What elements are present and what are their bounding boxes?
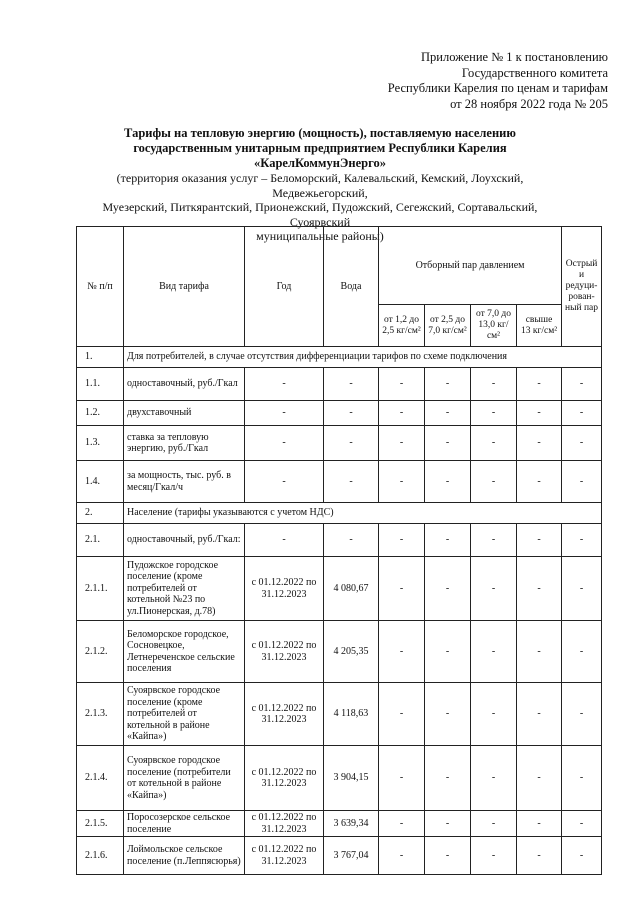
row-water: 3 639,34 [324,811,379,837]
row-steam-1: - [379,746,425,811]
row-num: 2.1.3. [77,683,124,746]
row-steam-4: - [517,557,562,621]
row-name: Суоярвское городское поселение (кроме потребителей от котельной в районе «Кайпа») [124,683,245,746]
section-title: Для потребителей, в случае отсутствия дифференциации тарифов по схеме подключения [124,347,602,368]
section-title: Население (тарифы указываются с учетом НДС) [124,503,602,524]
row-sharp-steam: - [562,524,602,557]
row-steam-1: - [379,683,425,746]
row-steam-2: - [425,524,471,557]
row-name: одноставочный, руб./Гкал [124,368,245,401]
row-year: - [245,426,324,461]
appendix-line: Приложение № 1 к постановлению [421,50,608,64]
header-water: Вода [324,227,379,347]
row-num: 2.1.2. [77,621,124,683]
appendix-line: Республики Карелия по ценам и тарифам [387,81,608,95]
row-water: 4 205,35 [324,621,379,683]
row-name: двухставочный [124,401,245,426]
row-year: - [245,368,324,401]
row-steam-4: - [517,524,562,557]
row-sharp-steam: - [562,401,602,426]
title-line: Тарифы на тепловую энергию (мощность), поставляемую населению [124,126,516,140]
title-line: «КарелКоммунЭнерго» [254,156,386,170]
table-row [77,837,602,875]
table-row [77,524,602,557]
row-name: Поросозерское сельское поселение [124,811,245,837]
row-steam-3: - [471,557,517,621]
row-water: - [324,426,379,461]
row-water: - [324,461,379,503]
row-num: 1.2. [77,401,124,426]
table-row [77,746,602,811]
row-steam-4: - [517,683,562,746]
row-steam-1: - [379,837,425,875]
row-water: 4 118,63 [324,683,379,746]
row-year: - [245,461,324,503]
row-name: одноставочный, руб./Гкал: [124,524,245,557]
section-row [77,347,602,368]
section-num: 2. [77,503,124,524]
row-sharp-steam: - [562,426,602,461]
row-num: 2.1.4. [77,746,124,811]
row-steam-2: - [425,461,471,503]
header-steam-2: от 2,5 до 7,0 кг/см² [425,305,471,347]
header-year: Год [245,227,324,347]
row-steam-1: - [379,368,425,401]
row-water: - [324,368,379,401]
section-row [77,503,602,524]
row-steam-3: - [471,811,517,837]
header-sharp-steam: Острый и редуци-рован-ный пар [562,227,602,347]
row-steam-3: - [471,368,517,401]
row-steam-3: - [471,401,517,426]
row-num: 1.4. [77,461,124,503]
row-year: с 01.12.2022 по 31.12.2023 [245,621,324,683]
row-year: с 01.12.2022 по 31.12.2023 [245,811,324,837]
row-steam-1: - [379,621,425,683]
row-sharp-steam: - [562,557,602,621]
row-sharp-steam: - [562,461,602,503]
row-steam-4: - [517,401,562,426]
row-sharp-steam: - [562,811,602,837]
row-steam-2: - [425,426,471,461]
document-title [70,126,570,171]
row-year: с 01.12.2022 по 31.12.2023 [245,683,324,746]
section-num: 1. [77,347,124,368]
row-steam-3: - [471,683,517,746]
row-sharp-steam: - [562,683,602,746]
row-num: 2.1. [77,524,124,557]
row-steam-2: - [425,746,471,811]
row-num: 1.3. [77,426,124,461]
table-row [77,621,602,683]
row-num: 2.1.1. [77,557,124,621]
row-name: Беломорское городское, Сосновецкое, Летнереченское сельские поселения [124,621,245,683]
header-steam-1: от 1,2 до 2,5 кг/см² [379,305,425,347]
row-steam-4: - [517,426,562,461]
header-steam-group: Отборный пар давлением [379,227,562,305]
row-water: 3 767,04 [324,837,379,875]
row-steam-2: - [425,837,471,875]
table-row [77,811,602,837]
row-steam-1: - [379,557,425,621]
row-steam-4: - [517,811,562,837]
row-steam-3: - [471,746,517,811]
row-water: - [324,401,379,426]
appendix-line: Государственного комитета [461,65,608,80]
row-steam-4: - [517,621,562,683]
row-steam-3: - [471,837,517,875]
row-steam-1: - [379,811,425,837]
row-water: 4 080,67 [324,557,379,621]
header-tariff-type: Вид тарифа [124,227,245,347]
row-steam-3: - [471,524,517,557]
row-water: - [324,524,379,557]
row-num: 2.1.5. [77,811,124,837]
row-steam-2: - [425,621,471,683]
row-water: 3 904,15 [324,746,379,811]
row-name: ставка за тепловую энергию, руб./Гкал [124,426,245,461]
table-row [77,683,602,746]
table-row [77,461,602,503]
row-steam-4: - [517,837,562,875]
row-sharp-steam: - [562,621,602,683]
row-steam-3: - [471,461,517,503]
header-num: № п/п [77,227,124,347]
row-steam-1: - [379,426,425,461]
row-steam-1: - [379,401,425,426]
row-sharp-steam: - [562,837,602,875]
tariff-table [76,226,602,875]
row-name: за мощность, тыс. руб. в месяц/Гкал/ч [124,461,245,503]
row-steam-4: - [517,461,562,503]
table-row [77,426,602,461]
subtitle-line: муниципальные районы) [256,229,384,243]
appendix-header [328,50,608,112]
row-steam-2: - [425,811,471,837]
row-steam-3: - [471,621,517,683]
row-year: с 01.12.2022 по 31.12.2023 [245,837,324,875]
table-row [77,401,602,426]
table-row [77,557,602,621]
row-steam-1: - [379,461,425,503]
row-sharp-steam: - [562,746,602,811]
row-name: Пудожское городское поселение (кроме потребителей от котельной №23 по ул.Пионерская, д.78) [124,557,245,621]
title-line: государственным унитарным предприятием Республики Карелия [133,141,507,155]
row-year: - [245,401,324,426]
subtitle-line: (территория оказания услуг – Беломорский, Калевальский, Кемский, Лоухский, Медвежьегорский, [116,171,524,200]
row-name: Суоярвское городское поселение (потребители от котельной в районе «Кайпа») [124,746,245,811]
row-steam-2: - [425,368,471,401]
subtitle-line: Муезерский, Питкярантский, Прионежский, Пудожский, Сегежский, Сортавальский, Суоярвский [102,200,538,229]
table-row [77,368,602,401]
row-year: - [245,524,324,557]
appendix-line: от 28 ноября 2022 года № 205 [450,96,608,111]
row-name: Лоймольское сельское поселение (п.Леппясюрья) [124,837,245,875]
row-year: с 01.12.2022 по 31.12.2023 [245,746,324,811]
row-steam-2: - [425,401,471,426]
header-steam-3: от 7,0 до 13,0 кг/см² [471,305,517,347]
row-steam-2: - [425,557,471,621]
row-steam-4: - [517,368,562,401]
row-steam-4: - [517,746,562,811]
row-sharp-steam: - [562,368,602,401]
row-steam-1: - [379,524,425,557]
row-year: с 01.12.2022 по 31.12.2023 [245,557,324,621]
row-steam-2: - [425,683,471,746]
row-num: 2.1.6. [77,837,124,875]
row-num: 1.1. [77,368,124,401]
header-steam-4: свыше 13 кг/см² [517,305,562,347]
row-steam-3: - [471,426,517,461]
